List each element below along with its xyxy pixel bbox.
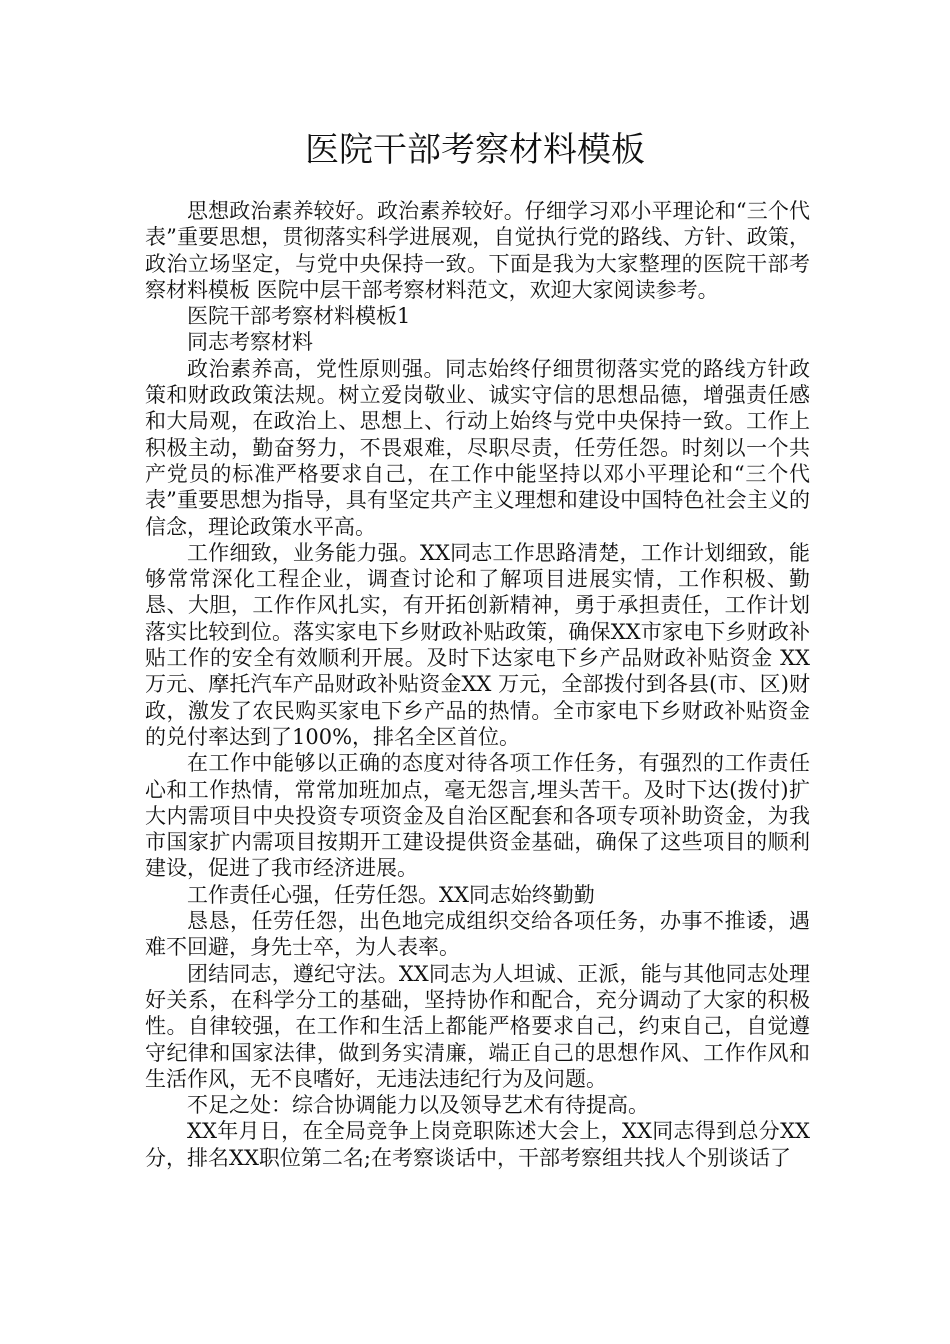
- paragraph-subheading: 同志考察材料: [187, 330, 313, 355]
- paragraph-work-attitude: 在工作中能够以正确的态度对待各项工作任务，有强烈的工作责任心和工作热情，常常加班加点，毫无怨言,埋头苦干。及时下达(拨付)扩大内需项目中央投资专项资金及自治区配套和各项专项补助资金，为我市国家扩内需项目按期开工建设提供资金基础，确保了这些项目的顺利建设，促进了我市经济进展。: [145, 751, 810, 881]
- paragraph-work-ability: 工作细致，业务能力强。XX同志工作思路清楚，工作计划细致，能够常常深化工程企业，调查讨论和了解项目进展实情，工作积极、勤恳、大胆，工作作风扎实，有开拓创新精神，勇于承担责任，工作计划落实比较到位。落实家电下乡财政补贴政策，确保XX市家电下乡财政补贴工作的安全有效顺利开展。及时下达家电下乡产品财政补贴资金 XX 万元、摩托汽车产品财政补贴资金XX 万元，全部拨付到各县(市、区)财政，激发了农民购买家电下乡产品的热情。全市家电下乡财政补贴资金的兑付率达到了100%，排名全区首位。: [145, 540, 810, 749]
- paragraph-section-heading: 医院干部考察材料模板1: [187, 304, 411, 329]
- paragraph-political-quality: 政治素养高，党性原则强。同志始终仔细贯彻落实党的路线方针政策和财政政策法规。树立爱岗敬业、诚实守信的思想品德，增强责任感和大局观，在政治上、思想上、行动上始终与党中央保持一致。工作上积极主动，勤奋努力，不畏艰难，尽职尽责，任劳任怨。时刻以一个共产党员的标准严格要求自己，在工作中能坚持以邓小平理论和“三个代表”重要思想为指导，具有坚定共产主义理想和建设中国特色社会主义的信念，理论政策水平高。: [145, 356, 810, 539]
- paragraph-shortcomings: 不足之处：综合协调能力以及领导艺术有待提高。: [187, 1093, 649, 1118]
- document-title: 医院干部考察材料模板: [305, 130, 645, 170]
- paragraph-unity-discipline: 团结同志，遵纪守法。XX同志为人坦诚、正派，能与其他同志处理好关系，在科学分工的基础，坚持协作和配合，充分调动了大家的积极性。自律较强，在工作和生活上都能严格要求自己，约束自己，自觉遵守纪律和国家法律，做到务实清廉，端正自己的思想作风、工作作风和生活作风，无不良嗜好，无违法违纪行为及问题。: [145, 961, 810, 1091]
- paragraph-responsibility: 工作责任心强，任劳任怨。XX同志始终勤勤: [187, 882, 595, 907]
- paragraph-intro: 思想政治素养较好。政治素养较好。仔细学习邓小平理论和“三个代表”重要思想，贯彻落实科学进展观，自觉执行党的路线、方针、政策，政治立场坚定，与党中央保持一致。下面是我为大家整理的医院干部考察材料模板 医院中层干部考察材料范文，欢迎大家阅读参考。: [145, 199, 810, 302]
- document-body: [145, 198, 810, 1171]
- paragraph-diligence: 恳恳，任劳任怨，出色地完成组织交给各项任务，办事不推诿，遇难不回避，身先士卒，为人表率。: [145, 909, 810, 960]
- paragraph-evaluation: XX年月日，在全局竞争上岗竞职陈述大会上，XX同志得到总分XX分，排名XX职位第二名;在考察谈话中，干部考察组共找人个别谈话了: [145, 1119, 810, 1170]
